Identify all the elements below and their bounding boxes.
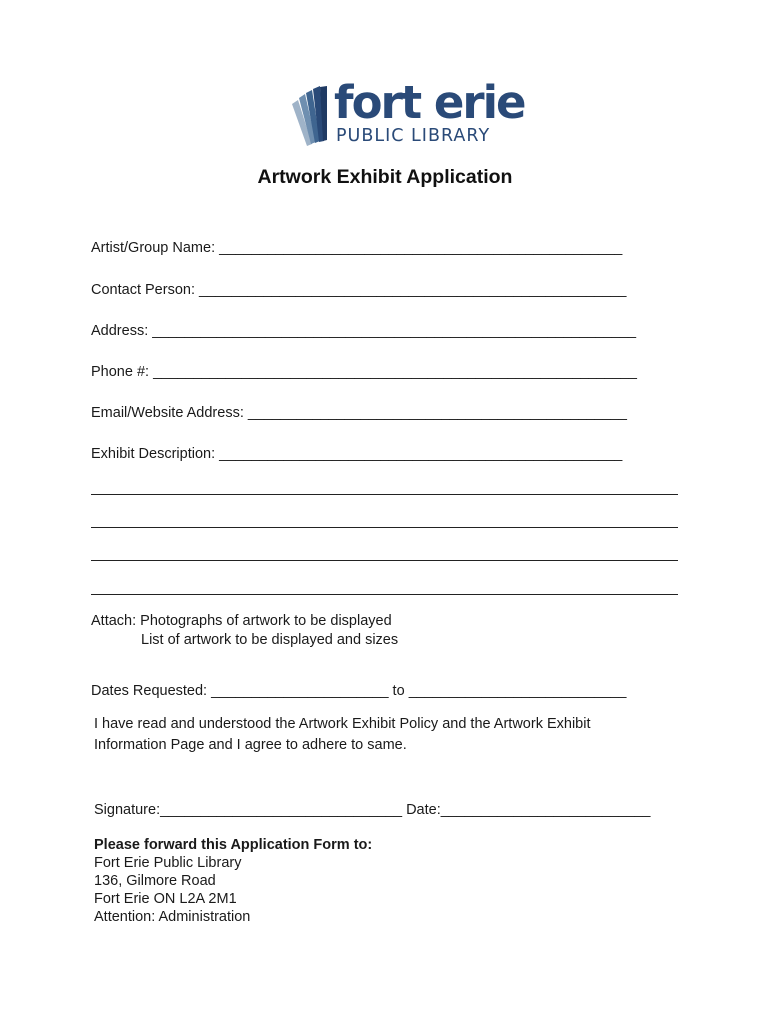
logo-wordmark: fort erie	[334, 76, 525, 129]
contact-person-field[interactable]	[91, 281, 677, 299]
description-line-5[interactable]	[91, 594, 678, 595]
address-field[interactable]	[91, 322, 677, 340]
date-line[interactable]: __________________________	[440, 802, 651, 818]
attach-line-2: List of artwork to be displayed and sizes	[141, 632, 399, 648]
artist-name-line[interactable]: __________________________________________________	[219, 240, 623, 256]
forward-recipient: Fort Erie Public Library	[94, 855, 242, 871]
dates-requested-label: Dates Requested:	[91, 683, 212, 699]
phone-field[interactable]	[91, 363, 677, 381]
form-title: Artwork Exhibit Application	[257, 166, 513, 188]
forward-heading: Please forward this Application Form to:	[94, 837, 373, 853]
signature-line[interactable]: ______________________________	[160, 802, 403, 818]
attachments-block	[91, 612, 398, 650]
dates-requested-field[interactable]	[91, 682, 626, 700]
email-website-label: Email/Website Address:	[91, 405, 248, 421]
date-to-line[interactable]: ___________________________	[408, 683, 627, 699]
book-pages-icon	[290, 86, 334, 152]
description-line-3[interactable]	[91, 527, 678, 528]
forward-address-block	[94, 836, 372, 926]
exhibit-description-label: Exhibit Description:	[91, 446, 220, 462]
forward-street: 136, Gilmore Road	[94, 873, 216, 889]
date-from-line[interactable]: ______________________	[211, 683, 389, 699]
contact-person-label: Contact Person:	[91, 282, 199, 298]
attach-line-1: Attach: Photographs of artwork to be displayed	[91, 613, 392, 629]
forward-attention: Attention: Administration	[94, 909, 251, 925]
email-website-field[interactable]	[91, 404, 677, 422]
signature-row[interactable]	[94, 801, 650, 819]
phone-label: Phone #:	[91, 364, 154, 380]
date-to-label: to	[388, 683, 409, 699]
contact-person-line[interactable]: _____________________________________________________	[199, 282, 627, 298]
artist-name-label: Artist/Group Name:	[91, 240, 220, 256]
phone-line[interactable]: ____________________________________________________________	[153, 364, 637, 380]
forward-city: Fort Erie ON L2A 2M1	[94, 891, 237, 907]
email-website-line[interactable]: _______________________________________________	[247, 405, 627, 421]
exhibit-description-line[interactable]: __________________________________________________	[219, 446, 623, 462]
exhibit-description-field[interactable]	[91, 445, 677, 463]
signature-label: Signature:	[94, 802, 161, 818]
logo-subline: PUBLIC LIBRARY	[336, 126, 491, 146]
description-line-2[interactable]	[91, 494, 678, 495]
artist-name-field[interactable]	[91, 239, 677, 257]
address-line[interactable]: ____________________________________________________________	[152, 323, 637, 339]
library-logo	[290, 76, 525, 152]
address-label: Address:	[91, 323, 153, 339]
date-label: Date:	[402, 802, 441, 818]
description-line-4[interactable]	[91, 560, 678, 561]
agreement-statement: I have read and understood the Artwork Exhibit Policy and the Artwork Exhibit Information Page and I agree to adhere to same.	[94, 716, 591, 753]
